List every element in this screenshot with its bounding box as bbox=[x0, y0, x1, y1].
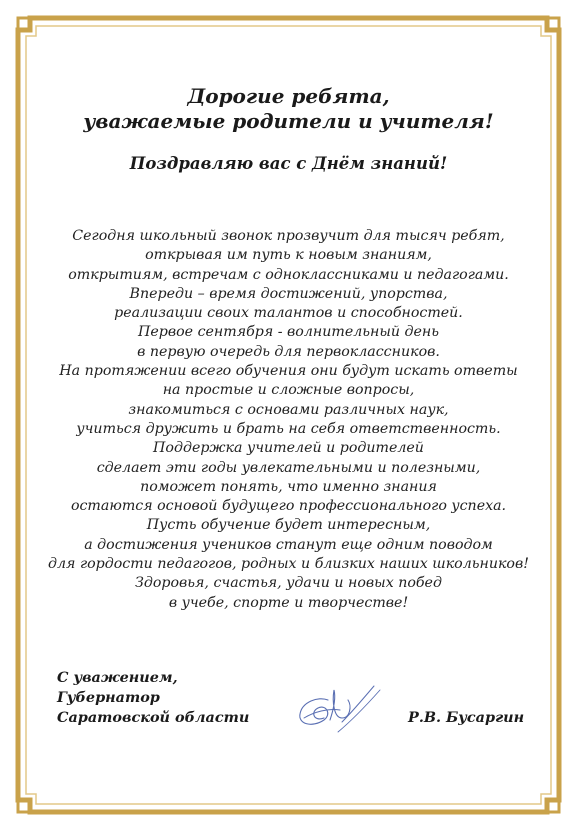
closing-block bbox=[57, 668, 249, 728]
greeting-line-1: Дорогие ребята, bbox=[187, 84, 390, 108]
body-line: учиться дружить и брать на себя ответственность. bbox=[76, 420, 501, 437]
signer-name: Р.В. Бусаргин bbox=[408, 709, 525, 726]
body-line: а достижения учеников станут еще одним поводом bbox=[84, 536, 493, 553]
congratulation-heading: Поздравляю вас с Днём знаний! bbox=[129, 154, 448, 173]
body-line: сделает эти годы увлекательными и полезными, bbox=[96, 459, 481, 476]
body-line: На протяжении всего обучения они будут искать ответы bbox=[59, 363, 518, 380]
body-line: Впереди – время достижений, упорства, bbox=[129, 285, 448, 302]
body-line: в учебе, спорте и творчестве! bbox=[168, 594, 409, 611]
body-line: знакомиться с основами различных наук, bbox=[128, 401, 449, 418]
closing-line: Губернатор bbox=[57, 689, 160, 706]
body-line: на простые и сложные вопросы, bbox=[162, 382, 415, 399]
body-line: Сегодня школьный звонок прозвучит для тысяч ребят, bbox=[72, 228, 505, 244]
handwritten-signature bbox=[290, 678, 390, 748]
body-line: для гордости педагогов, родных и близких наших школьников! bbox=[48, 556, 529, 573]
closing-line: Саратовской области bbox=[57, 709, 250, 726]
body-line: Поддержка учителей и родителей bbox=[153, 440, 424, 457]
body-line: Первое сентября - волнительный день bbox=[138, 324, 439, 341]
body-line: Здоровья, счастья, удачи и новых побед bbox=[135, 575, 442, 592]
body-line: реализации своих талантов и способностей. bbox=[114, 305, 463, 322]
body-line: остаются основой будущего профессионального успеха. bbox=[70, 498, 507, 515]
greeting-line-2: уважаемые родители и учителя! bbox=[83, 109, 494, 133]
closing-line: С уважением, bbox=[57, 669, 178, 686]
body-line: поможет понять, что именно знания bbox=[140, 478, 437, 495]
body-line: открытиям, встречам с одноклассниками и педагогами. bbox=[68, 266, 509, 283]
body-line: Пусть обучение будет интересным, bbox=[146, 517, 431, 534]
letter-body bbox=[30, 227, 547, 613]
body-line: в первую очередь для первоклассников. bbox=[137, 343, 440, 360]
body-line: открывая им путь к новым знаниям, bbox=[145, 247, 432, 264]
